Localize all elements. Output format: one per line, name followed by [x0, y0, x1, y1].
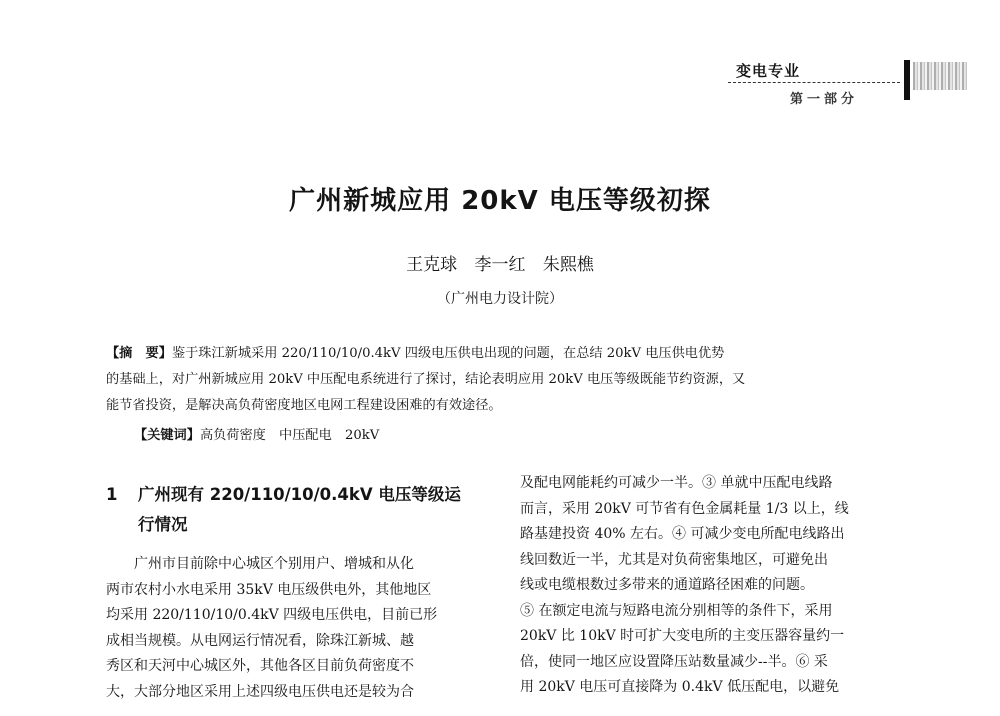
text-line: 线回数近一半，尤其是对负荷密集地区，可避免出	[520, 551, 828, 568]
section-heading	[106, 480, 496, 540]
section-label: 变电专业	[736, 62, 801, 80]
abstract-line: 鉴于珠江新城采用 220/110/10/0.4kV 四级电压供电出现的问题，在总结 20kV 电压供电优势	[171, 346, 725, 361]
abstract-line: 能节省投资，是解决高负荷密度地区电网工程建设困难的有效途径。	[106, 398, 502, 413]
paper-authors: 王克球 李一红 朱熙樵	[406, 255, 594, 275]
section-number: 1	[106, 485, 118, 504]
text-line: 而言，采用 20kV 可节省有色金属耗量 1/3 以上，线	[520, 500, 849, 517]
keywords	[134, 424, 379, 443]
abstract	[106, 341, 908, 419]
text-line: 20kV 比 10kV 时可扩大变电所的主变压器容量约一	[520, 628, 845, 644]
text-line: 线或电缆根数过多带来的通道路径困难的问题。	[520, 577, 814, 593]
part-label: 第一部分	[790, 92, 859, 107]
text-line: 路基建投资 40% 左右。④ 可减少变电所配电线路出	[520, 526, 845, 542]
paper-affiliation: （广州电力设计院）	[437, 291, 563, 307]
keywords-label: 【关键词】	[134, 428, 200, 443]
paper-title: 广州新城应用 20kV 电压等级初探	[289, 186, 711, 216]
left-column-text	[106, 552, 496, 705]
abstract-line: 的基础上，对广州新城应用 20kV 中压配电系统进行了探讨，结论表明应用 20kV 电压等级既能节约资源，又	[106, 372, 746, 387]
text-line: 秀区和天河中心城区外，其他各区目前负荷密度不	[106, 658, 414, 674]
text-line: 倍，使同一地区应设置降压站数量减少--半。⑥ 采	[520, 653, 828, 670]
text-line: 成相当规模。从电网运行情况看，除珠江新城、越	[106, 632, 414, 649]
text-line: 用 20kV 电压可直接降为 0.4kV 低压配电，以避免	[520, 679, 840, 695]
header-decoration	[913, 62, 967, 90]
text-line: 均采用 220/110/10/0.4kV 四级电压供电，目前已形	[106, 607, 438, 623]
text-line: 广州市目前除中心城区个别用户、增城和从化	[106, 556, 414, 572]
text-line: 及配电网能耗约可减少一半。③ 单就中压配电线路	[520, 475, 833, 491]
text-line: 两市农村小水电采用 35kV 电压级供电外，其他地区	[106, 581, 432, 598]
section-title-line: 行情况	[138, 515, 188, 534]
keywords-text: 高负荷密度 中压配电 20kV	[199, 428, 380, 443]
right-column-text	[520, 471, 910, 701]
header-marker	[904, 60, 910, 100]
section-title-line: 广州现有 220/110/10/0.4kV 电压等级运	[138, 485, 461, 504]
abstract-label: 【摘 要】	[106, 346, 172, 361]
header-rule	[728, 82, 900, 83]
text-line: ⑤ 在额定电流与短路电流分别相等的条件下，采用	[520, 602, 833, 619]
text-line: 大，大部分地区采用上述四级电压供电还是较为合	[106, 683, 414, 700]
